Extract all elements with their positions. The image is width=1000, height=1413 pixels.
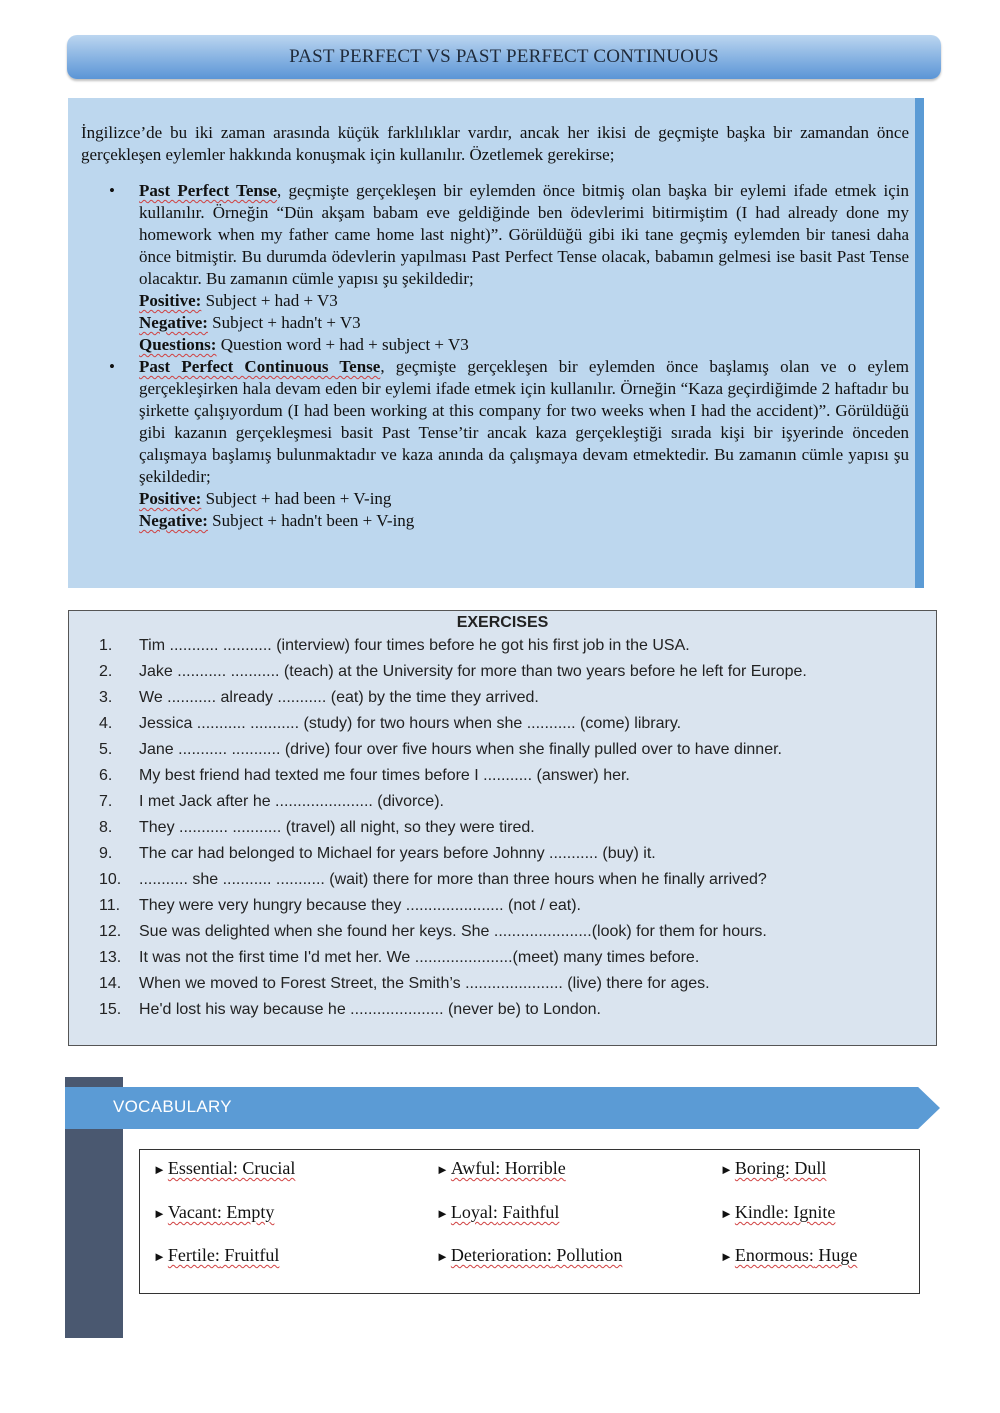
exercise-number: 5. [99, 741, 113, 758]
exercise-item [99, 815, 807, 841]
exercise-item [99, 685, 807, 711]
exercise-text: It was not the first time I'd met her. We ......................(meet) many times before. [139, 949, 700, 966]
vocabulary-label: VOCABULARY [113, 1097, 232, 1116]
vocab-item: ► Boring: Dull [720, 1158, 827, 1178]
play-marker-icon: ► [153, 1249, 166, 1264]
intro-item-past-perfect-continuous [109, 356, 909, 532]
exercise-text: Jake ........... ........... (teach) at the University for more than two years before he left for Europe. [139, 663, 807, 680]
exercise-text: Sue was delighted when she found her keys. She ......................(look) for them for hours. [139, 923, 767, 940]
exercise-text: He'd lost his way because he ..................... (never be) to London. [139, 1001, 601, 1018]
exercise-text: I met Jack after he ...................... (divorce). [139, 793, 444, 810]
exercise-number: 4. [99, 715, 113, 732]
vocab-item: ► Fertile: Fruitful [153, 1245, 280, 1265]
page-title-banner [67, 35, 941, 79]
intro-paragraph: İngilizce’de bu iki zaman arasında küçük farklılıklar vardır, ancak her ikisi de geçmişte başka bir zamandan önce gerçekleşen eylemler hakkında konuşmak için kullanılır. Özetlemek gerekirse; [81, 123, 909, 164]
vocab-item: ► Deterioration: Pollution [436, 1245, 623, 1265]
formula-negative: Negative: Subject + hadn't been + V-ing [139, 511, 415, 530]
exercise-number: 1. [99, 637, 113, 654]
intro-text [81, 122, 909, 532]
play-marker-icon: ► [720, 1206, 733, 1221]
formula-positive: Positive: Subject + had been + V-ing [139, 489, 392, 508]
exercise-number: 12. [99, 923, 122, 940]
play-marker-icon: ► [720, 1162, 733, 1177]
intro-item-term: Past Perfect Continuous Tense [139, 357, 381, 376]
vocabulary-box [139, 1149, 920, 1294]
intro-item-past-perfect [109, 180, 909, 356]
exercise-number: 15. [99, 1001, 122, 1018]
intro-section [68, 98, 924, 588]
exercise-text: The car had belonged to Michael for years before Johnny ........... (buy) it. [139, 845, 656, 862]
exercise-item [99, 763, 807, 789]
exercise-item [99, 919, 807, 945]
exercise-item [99, 737, 807, 763]
exercise-text: Tim ........... ........... (interview) four times before he got his first job in the USA. [139, 637, 690, 654]
exercise-number: 14. [99, 975, 122, 992]
formula-negative: Negative: Subject + hadn't + V3 [139, 313, 361, 332]
play-marker-icon: ► [720, 1249, 733, 1264]
vocab-item: ► Vacant: Empty [153, 1202, 275, 1222]
exercise-number: 3. [99, 689, 113, 706]
play-marker-icon: ► [436, 1206, 449, 1221]
exercises-title: EXERCISES [456, 614, 549, 631]
exercise-number: 9. [99, 845, 113, 862]
exercise-number: 8. [99, 819, 113, 836]
exercise-item [99, 867, 807, 893]
exercise-item [99, 711, 807, 737]
exercise-item [99, 633, 807, 659]
exercise-item [99, 841, 807, 867]
play-marker-icon: ► [153, 1162, 166, 1177]
exercise-number: 10. [99, 871, 122, 888]
vocab-item: ► Loyal: Faithful [436, 1202, 560, 1222]
exercise-item [99, 659, 807, 685]
play-marker-icon: ► [436, 1162, 449, 1177]
exercises-section [68, 610, 937, 1046]
intro-item-term: Past Perfect Tense [139, 181, 278, 200]
vocab-item: ► Kindle: Ignite [720, 1202, 836, 1222]
page-title: PAST PERFECT VS PAST PERFECT CONTINUOUS [289, 46, 719, 67]
exercise-number: 13. [99, 949, 122, 966]
exercise-number: 6. [99, 767, 113, 784]
exercise-item [99, 945, 807, 971]
exercise-text: They were very hungry because they ...................... (not / eat). [139, 897, 581, 914]
exercise-text: We ........... already ........... (eat) by the time they arrived. [139, 689, 539, 706]
exercise-text: When we moved to Forest Street, the Smith’s ...................... (live) there for ages. [139, 975, 710, 992]
exercise-item [99, 789, 807, 815]
vocab-item: ► Awful: Horrible [436, 1158, 566, 1178]
bullet-icon: • [109, 181, 115, 200]
vocab-item: ► Essential: Crucial [153, 1158, 296, 1178]
exercise-text: My best friend had texted me four times before I ........... (answer) her. [139, 767, 630, 784]
bullet-icon: • [109, 357, 115, 376]
exercise-number: 11. [99, 897, 121, 914]
exercise-item [99, 893, 807, 919]
vocab-item: ► Enormous: Huge [720, 1245, 858, 1265]
exercise-item [99, 971, 807, 997]
play-marker-icon: ► [436, 1249, 449, 1264]
play-marker-icon: ► [153, 1206, 166, 1221]
exercise-text: Jane ........... ........... (drive) four over five hours when she finally pulled over to have dinner. [139, 741, 782, 758]
intro-item-text: , geçmişte gerçekleşen bir eylemden önce bitmiş olan başka bir eylemi ifade etmek için kullanılır. Örneğin “Dün akşam babam eve geldiğinde ben ödevlerimi bitirmiştim (I had already done my homework when my father came home last night)”. Görüldüğü gibi iki tane geçmiş eylemden bir tanesi daha önce bitmiştir. Bu durumda ödevlerin yapılması Past Perfect Tense olacak, babamın gelmesi ise basit Past Tense olacaktır. Bu zamanın cümle yapısı şu şekildedir; [139, 181, 909, 288]
exercise-text: Jessica ........... ........... (study) for two hours when she ........... (come) library. [139, 715, 682, 732]
exercise-item [99, 997, 807, 1023]
exercise-text: ........... she ........... ........... (wait) there for more than three hours when he finally arrived? [139, 871, 767, 888]
exercise-list [99, 633, 807, 1023]
formula-questions: Questions: Question word + had + subject + V3 [139, 335, 469, 354]
intro-item-text: , geçmişte gerçekleşen bir eylemden önce başlamış olan ve o eylem gerçekleşirken hala devam eden bir eylemi ifade etmek için kullanılır. Örneğin “Kaza geçirdiğimde 2 haftadır bu şirkette çalışıyordum (I had been working at this company for two weeks when I had the accident)”. Görüldüğü gibi kazanın gerçekleşmesi basit Past Tense’tir ancak kaza gerçekleştiği sırada kişi bir işyerinde önceden çalışmaya başlamış bulunmaktadır ve kaza anında da çalışmaya devam etmektedir. Bu zamanın cümle yapısı şu şekildedir; [139, 357, 909, 486]
intro-list [81, 180, 909, 532]
exercise-number: 7. [99, 793, 113, 810]
exercise-number: 2. [99, 663, 113, 680]
exercise-text: They ........... ........... (travel) all night, so they were tired. [139, 819, 535, 836]
formula-positive: Positive: Subject + had + V3 [139, 291, 338, 310]
